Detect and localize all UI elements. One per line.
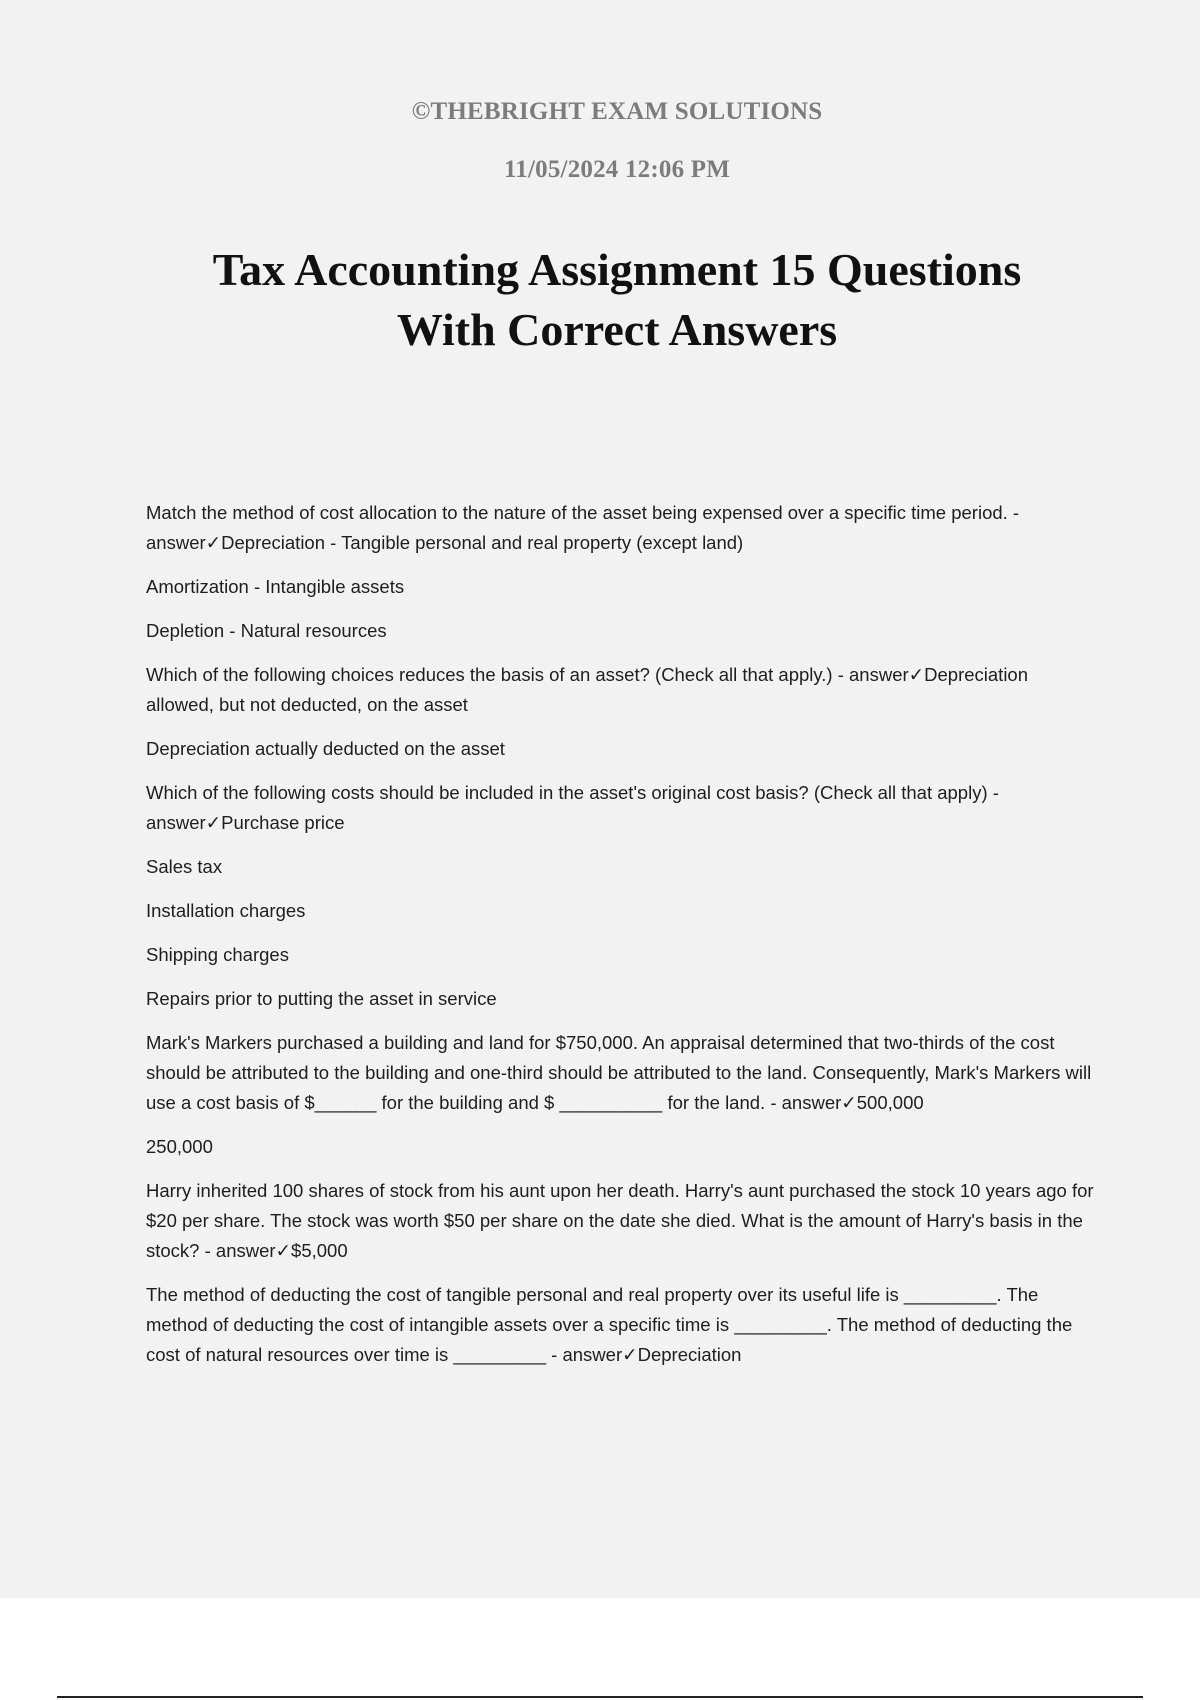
- paragraph-5: Depreciation actually deducted on the asset: [146, 738, 505, 759]
- watermark-timestamp: 11/05/2024 12:06 PM: [503, 156, 730, 183]
- paragraph-2: Amortization - Intangible assets: [146, 576, 405, 597]
- footer-rule: [57, 1696, 1143, 1698]
- paragraph-7: Sales tax: [146, 856, 223, 877]
- paragraph-3: Depletion - Natural resources: [146, 620, 387, 641]
- paragraph-4: Which of the following choices reduces the basis of an asset? (Check all that apply.) - answer✓Depreciation allowed, but not deducted, on the asset: [146, 664, 1029, 715]
- paragraph-13: Harry inherited 100 shares of stock from his aunt upon her death. Harry's aunt purchased the stock 10 years ago for $20 per share. The stock was worth $50 per share on the date she died. What is the amount of Harry's basis in the stock? - answer✓$5,000: [146, 1180, 1094, 1261]
- paragraph-11: Mark's Markers purchased a building and land for $750,000. An appraisal determined that two-thirds of the cost should be attributed to the building and one-third should be attributed to the land. Consequently, Mark's Markers will use a cost basis of $______ for the building and $ __________ for the land. - answer✓500,000: [146, 1032, 1092, 1113]
- title-line-1: Tax Accounting Assignment 15 Questions: [212, 244, 1022, 295]
- title-line-2: With Correct Answers: [396, 304, 838, 355]
- paragraph-10: Repairs prior to putting the asset in service: [146, 988, 497, 1009]
- document-body: [146, 498, 1096, 1384]
- watermark-brand: ©THEBRIGHT EXAM SOLUTIONS: [411, 98, 823, 125]
- paragraph-8: Installation charges: [146, 900, 306, 921]
- paragraph-9: Shipping charges: [146, 944, 289, 965]
- paragraph-14: The method of deducting the cost of tangible personal and real property over its useful life is _________. The method of deducting the cost of intangible assets over a specific time is _________. The method of deducting the cost of natural resources over time is _________ - answer✓Depreciation: [146, 1284, 1073, 1365]
- paragraph-6: Which of the following costs should be included in the asset's original cost basis? (Check all that apply) - answer✓Purchase price: [146, 782, 999, 833]
- document-title: [0, 240, 1200, 360]
- paragraph-12: 250,000: [146, 1136, 213, 1157]
- paragraph-1: Match the method of cost allocation to the nature of the asset being expensed over a specific time period. - answer✓Depreciation - Tangible personal and real property (except land): [146, 502, 1020, 553]
